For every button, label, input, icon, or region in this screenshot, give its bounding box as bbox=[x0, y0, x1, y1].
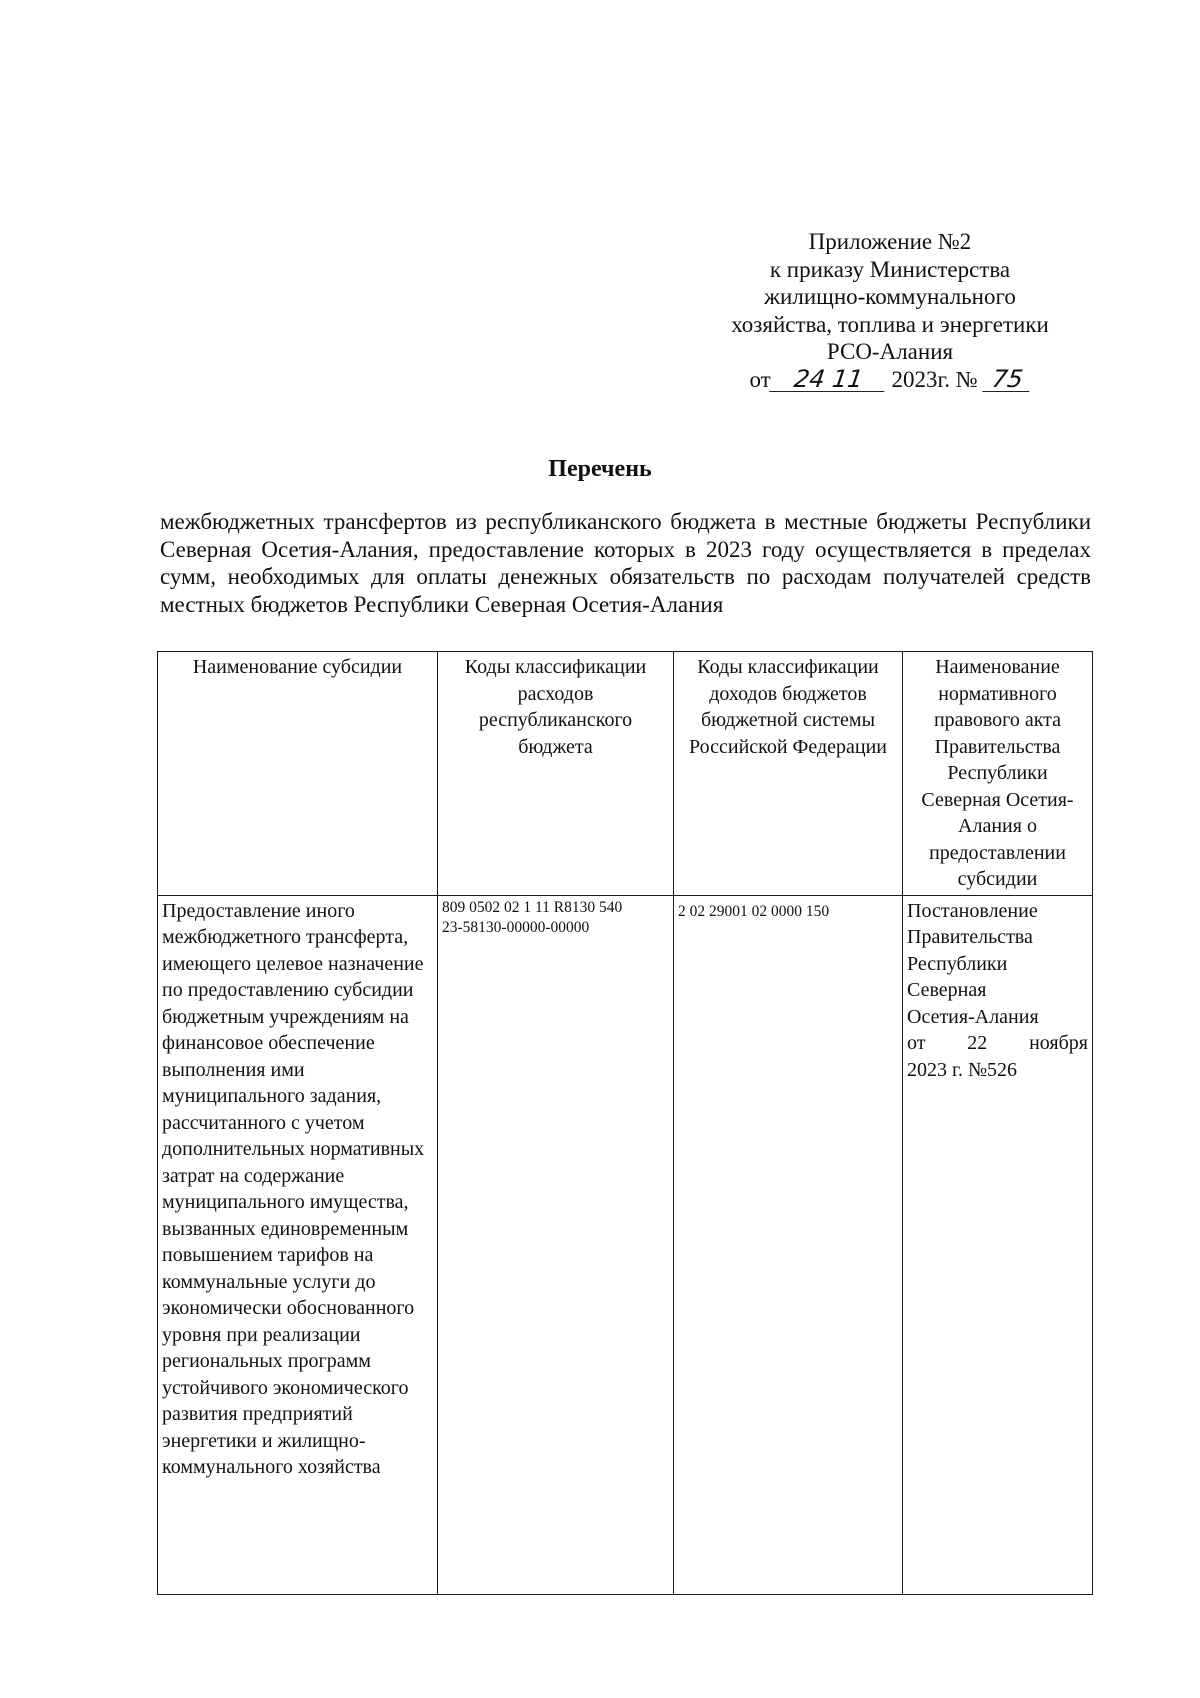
date-prefix: от bbox=[749, 366, 771, 392]
act-day: 22 bbox=[967, 1032, 988, 1054]
act-line1: Постановление bbox=[907, 899, 1038, 922]
date-year: 2023г. № bbox=[891, 366, 978, 392]
cell-subsidy: Предоставление иного межбюджетного трансферта, имеющего целевое назначение по предоставлению субсидии бюджетным учреждениям на финансовое обеспечение выполнения ими муниципального задания, рассчитанного с учетом дополнительных нормативных затрат на содержание муниципального имущества, вызванных единовременным повышением тарифов на коммунальные услуги до экономически обоснованного уровня при реализации региональных программ устойчивого экономического развития предприятий энергетики и жилищно-коммунального хозяйства bbox=[158, 895, 438, 1594]
subsidy-table bbox=[157, 651, 1093, 1595]
act-date-line bbox=[907, 1030, 1088, 1057]
act-line3: Республики bbox=[907, 952, 1008, 975]
header-subsidy-name: Наименование субсидии bbox=[158, 652, 438, 896]
header-expense-codes: Коды классификации расходов республиканского бюджета bbox=[438, 652, 674, 896]
income-code: 2 02 29001 02 0000 150 bbox=[678, 902, 830, 920]
handwritten-number: 75 bbox=[982, 367, 1033, 392]
act-month: ноября bbox=[1029, 1032, 1088, 1054]
act-line4: Северная bbox=[907, 979, 987, 1001]
intro-paragraph: межбюджетных трансфертов из республиканского бюджета в местные бюджеты Республики Северная Осетия-Алания, предоставление которых в 2023 году осуществляется в пределах сумм, необходимых для оплаты денежных обязательств по расходам получателей средств местных бюджетов Республики Северная Осетия-Алания bbox=[160, 509, 1091, 617]
appendix-region: РСО-Алания bbox=[826, 339, 954, 364]
act-line5: Осетия-Алания bbox=[907, 1005, 1039, 1028]
appendix-date-line bbox=[700, 366, 1080, 394]
appendix-order-ref: к приказу Министерства bbox=[769, 256, 1011, 282]
document-title: Перечень bbox=[548, 456, 652, 482]
appendix-title: Приложение №2 bbox=[808, 229, 972, 254]
expense-code-line2: 23-58130-00000-00000 bbox=[442, 918, 590, 936]
handwritten-date: 24 11 bbox=[769, 367, 888, 392]
header-legal-act: Наименование нормативного правового акта Правительства Республики Северная Осетия-Алания о предоставлении субсидии bbox=[903, 652, 1093, 896]
header-income-codes: Коды классификации доходов бюджетов бюджетной системы Российской Федерации bbox=[674, 652, 903, 896]
expense-code-line1: 809 0502 02 1 11 R8130 540 bbox=[442, 898, 623, 916]
act-number: 2023 г. №526 bbox=[907, 1058, 1018, 1081]
table-row bbox=[158, 895, 1093, 1594]
table-header-row bbox=[158, 652, 1093, 896]
appendix-ministry-1: жилищно-коммунального bbox=[764, 284, 1016, 309]
cell-legal-act bbox=[903, 895, 1093, 1594]
cell-income-code bbox=[674, 895, 903, 1594]
act-from: от bbox=[907, 1032, 926, 1054]
appendix-ministry-2: хозяйства, топлива и энергетики bbox=[731, 311, 1049, 337]
cell-expense-code bbox=[438, 895, 674, 1594]
appendix-block bbox=[700, 228, 1080, 393]
act-line2: Правительства bbox=[907, 926, 1033, 948]
